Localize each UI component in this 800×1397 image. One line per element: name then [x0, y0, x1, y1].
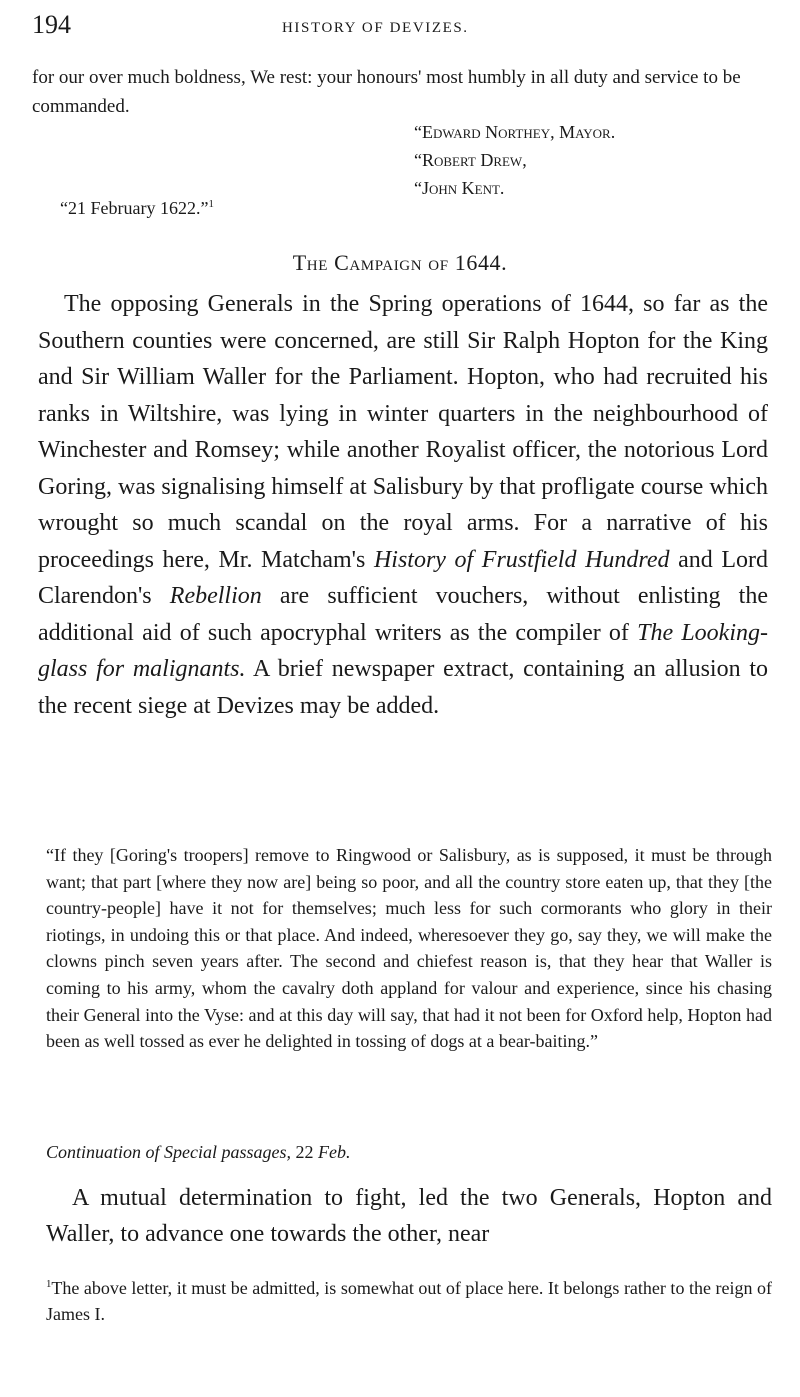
quote-source-day: 22 — [291, 1142, 318, 1162]
section-title: The Campaign of 1644. — [292, 250, 508, 275]
letter-signatures — [414, 118, 615, 202]
footnote-marker: 1 — [208, 198, 214, 210]
footnote-number: 1 — [46, 1278, 52, 1290]
footnote-text: The above letter, it must be admitted, is somewhat out of place here. It belongs rather to the reign of James I. — [46, 1278, 772, 1324]
paragraph-2-text: A mutual determination to fight, led the two Generals, Hopton and Waller, to advance one towards the other, near — [46, 1185, 772, 1247]
running-head: HISTORY OF DEVIZES. — [282, 20, 469, 36]
quote-source-month: Feb. — [318, 1142, 351, 1162]
signature-kent: “John Kent. — [414, 178, 505, 198]
page-number: 194 — [32, 10, 71, 39]
main-paragraph — [38, 286, 768, 724]
book-title-looking-glass: The Looking-glass for malignants. — [38, 619, 768, 682]
main-text-1: The opposing Generals in the Spring operations of 1644, so far as the Southern counties were concerned, are still Sir Ralph Hopton for the King and Sir William Waller for the Parliament. Hopton, who had recruited his ranks in Wiltshire, was lying in winter quarters in the neighbourhood of Winchester and Romsey; while another Royalist officer, the notorious Lord Goring, was signalising himself at Salisbury by that profligate course which wrought so much scandal on the royal arms. For a narrative of his proceedings here, Mr. Matcham's — [38, 291, 768, 573]
newspaper-quote: “If they [Goring's troopers] remove to Ringwood or Salisbury, as is supposed, it must be through want; that part [where they now are] being so poor, and all the country store eaten up, that they [the country-people] have it not for themselves; much less for such cormorants who glory in their riotings, in undoing this or that place. And indeed, wheresoever they go, say they, we will make the clowns pinch seven years after. The second and chiefest reason is, that they hear that Waller is coming to his army, whom the cavalry doth appland for valour and experience, since his chasing their General into the Vyse: and at this day will say, that had it not been for Oxford help, Hopton had been as well tossed as ever he delighted in tossing of dogs at a bear-baiting.” — [46, 845, 772, 1052]
book-title-rebellion: Rebellion — [169, 583, 262, 609]
letter-date — [60, 198, 214, 219]
letter-date-text: “21 February 1622.” — [60, 198, 209, 218]
book-title-frustfield: History of Frustfield Hundred — [373, 546, 670, 573]
footnote — [46, 1275, 772, 1327]
quote-source-title: Continuation of Special passages, — [46, 1142, 291, 1162]
main-text-3: are sufficient vouchers, without enlisting the additional aid of such apocryphal writers as the compiler of — [38, 583, 769, 646]
letter-closing-text: for our over much boldness, We rest: your honours' most humbly in all duty and service to be commanded. — [32, 67, 741, 117]
paragraph-2 — [46, 1180, 772, 1252]
signature-northey: “Edward Northey, Mayor. — [414, 122, 616, 142]
signature-drew: “Robert Drew, — [414, 150, 527, 170]
letter-closing — [32, 63, 772, 121]
page-header — [32, 6, 772, 46]
main-text-2: and Lord Clarendon's — [38, 546, 769, 609]
quote-source — [46, 1139, 772, 1165]
main-text-4: A brief newspaper extract, containing an allusion to the recent siege at Devizes may be added. — [38, 656, 769, 719]
